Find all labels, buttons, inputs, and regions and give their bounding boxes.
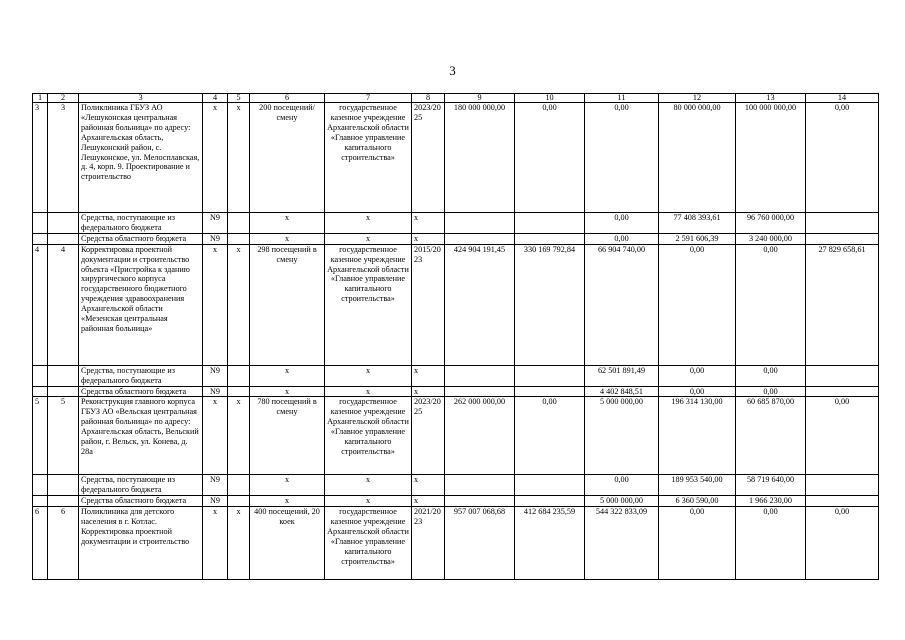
cell-col-5: х [228, 507, 250, 580]
cell-col-3: Реконструкция главного корпуса ГБУЗ АО «Вельская центральная районная больница» по адресу: Архангельская область, Вельский район, г. Вельск, ул. Конева, д. 28а [79, 397, 203, 475]
cell-col-13: 100 000 000,00 [736, 103, 806, 213]
cell-col-14 [806, 233, 879, 244]
column-header: 11 [585, 94, 659, 103]
cell-col-7: государственное казенное учреждение Архангельской области «Главное управление капитального строительства» [325, 507, 412, 580]
cell-col-3: Поликлиника ГБУЗ АО «Лешуконская центральная районная больница» по адресу: Архангельская область, Лешуконский район, с. Лешуконское, ул. Мелосплавская, д. 4, корп. 9. Проектирование и строительство [79, 103, 203, 213]
cell-col-14 [806, 213, 879, 234]
cell-col-10 [515, 386, 585, 397]
cell-col-5 [228, 475, 250, 496]
cell-col-4: х [203, 103, 228, 213]
table-subrow [33, 475, 879, 496]
cell-col-10: 412 684 235,59 [515, 507, 585, 580]
cell-col-9 [445, 233, 515, 244]
cell-col-8: 2023/2025 [412, 103, 445, 213]
cell-col-5 [228, 496, 250, 507]
cell-col-8: х [412, 233, 445, 244]
cell-col-1 [33, 386, 48, 397]
cell-col-1: 4 [33, 244, 48, 365]
column-header: 9 [445, 94, 515, 103]
cell-col-12: 196 314 130,00 [659, 397, 736, 475]
cell-col-3: Средства областного бюджета [79, 233, 203, 244]
table-row [33, 103, 879, 213]
cell-col-1: 5 [33, 397, 48, 475]
budget-table [32, 93, 879, 580]
cell-col-4: N9 [203, 213, 228, 234]
cell-col-6: х [250, 365, 325, 386]
cell-col-3: Средства, поступающие из федерального бюджета [79, 213, 203, 234]
cell-col-3: Средства, поступающие из федерального бюджета [79, 365, 203, 386]
cell-col-3: Средства областного бюджета [79, 386, 203, 397]
column-header: 5 [228, 94, 250, 103]
cell-col-2: 5 [48, 397, 79, 475]
cell-col-7: х [325, 365, 412, 386]
cell-col-8: х [412, 475, 445, 496]
cell-col-8: х [412, 496, 445, 507]
cell-col-7: х [325, 213, 412, 234]
cell-col-3: Средства, поступающие из федерального бюджета [79, 475, 203, 496]
cell-col-8: 2015/2023 [412, 244, 445, 365]
cell-col-3: Корректировка проектной документации и строительство объекта «Пристройка к зданию хирургического корпуса государственного бюджетного учреждения здравоохранения Архангельской области «Мезенская центральная районная больница» [79, 244, 203, 365]
cell-col-6: х [250, 496, 325, 507]
cell-col-14 [806, 386, 879, 397]
cell-col-14 [806, 475, 879, 496]
cell-col-12: 80 000 000,00 [659, 103, 736, 213]
cell-col-5: х [228, 244, 250, 365]
cell-col-10: 0,00 [515, 103, 585, 213]
cell-col-6: х [250, 233, 325, 244]
cell-col-13: 1 966 230,00 [736, 496, 806, 507]
cell-col-9: 957 007 068,68 [445, 507, 515, 580]
cell-col-11: 0,00 [585, 233, 659, 244]
cell-col-7: государственное казенное учреждение Архангельской области «Главное управление капитального строительства» [325, 103, 412, 213]
cell-col-9 [445, 365, 515, 386]
cell-col-2 [48, 213, 79, 234]
cell-col-4: х [203, 397, 228, 475]
cell-col-10 [515, 475, 585, 496]
cell-col-10: 0,00 [515, 397, 585, 475]
cell-col-8: 2021/2023 [412, 507, 445, 580]
table-header-row [33, 94, 879, 103]
cell-col-9: 262 000 000,00 [445, 397, 515, 475]
cell-col-1 [33, 475, 48, 496]
cell-col-6: х [250, 475, 325, 496]
cell-col-11: 5 000 000,00 [585, 496, 659, 507]
cell-col-13: 0,00 [736, 507, 806, 580]
cell-col-11: 66 904 740,00 [585, 244, 659, 365]
table-row [33, 244, 879, 365]
cell-col-2 [48, 496, 79, 507]
cell-col-5 [228, 386, 250, 397]
column-header: 12 [659, 94, 736, 103]
cell-col-11: 0,00 [585, 213, 659, 234]
cell-col-6: х [250, 386, 325, 397]
cell-col-12: 0,00 [659, 507, 736, 580]
cell-col-6: 400 посещений, 20 коек [250, 507, 325, 580]
cell-col-14 [806, 365, 879, 386]
cell-col-1 [33, 496, 48, 507]
cell-col-11: 5 000 000,00 [585, 397, 659, 475]
cell-col-12: 77 408 393,61 [659, 213, 736, 234]
cell-col-4: N9 [203, 365, 228, 386]
cell-col-9: 424 904 191,45 [445, 244, 515, 365]
cell-col-1: 3 [33, 103, 48, 213]
cell-col-7: х [325, 233, 412, 244]
cell-col-10 [515, 213, 585, 234]
cell-col-4: N9 [203, 233, 228, 244]
column-header: 4 [203, 94, 228, 103]
cell-col-9 [445, 496, 515, 507]
cell-col-10 [515, 496, 585, 507]
cell-col-12: 6 360 590,00 [659, 496, 736, 507]
cell-col-12: 2 591 606,39 [659, 233, 736, 244]
cell-col-4: N9 [203, 475, 228, 496]
column-header: 14 [806, 94, 879, 103]
cell-col-6: 200 посещений/ смену [250, 103, 325, 213]
column-header: 7 [325, 94, 412, 103]
cell-col-7: х [325, 496, 412, 507]
cell-col-4: N9 [203, 386, 228, 397]
table-subrow [33, 213, 879, 234]
cell-col-11: 0,00 [585, 103, 659, 213]
cell-col-13: 3 240 000,00 [736, 233, 806, 244]
cell-col-11: 544 322 833,09 [585, 507, 659, 580]
cell-col-13: 0,00 [736, 244, 806, 365]
column-header: 1 [33, 94, 48, 103]
cell-col-5: х [228, 397, 250, 475]
column-header: 6 [250, 94, 325, 103]
cell-col-7: государственное казенное учреждение Архангельской области «Главное управление капитального строительства» [325, 397, 412, 475]
cell-col-13: 0,00 [736, 365, 806, 386]
table-subrow [33, 233, 879, 244]
column-header: 8 [412, 94, 445, 103]
cell-col-8: х [412, 213, 445, 234]
cell-col-4: х [203, 507, 228, 580]
cell-col-2: 3 [48, 103, 79, 213]
cell-col-8: 2023/2025 [412, 397, 445, 475]
cell-col-9 [445, 386, 515, 397]
cell-col-3: Поликлиника для детского населения в г. Котлас. Корректировка проектной документации и строительство [79, 507, 203, 580]
cell-col-3: Средства областного бюджета [79, 496, 203, 507]
cell-col-14: 27 829 658,61 [806, 244, 879, 365]
cell-col-9: 180 000 000,00 [445, 103, 515, 213]
cell-col-12: 189 953 540,00 [659, 475, 736, 496]
cell-col-9 [445, 475, 515, 496]
table-subrow [33, 496, 879, 507]
cell-col-13: 0,00 [736, 386, 806, 397]
column-header: 10 [515, 94, 585, 103]
cell-col-2 [48, 386, 79, 397]
cell-col-11: 0,00 [585, 475, 659, 496]
cell-col-9 [445, 213, 515, 234]
cell-col-13: 58 719 640,00 [736, 475, 806, 496]
table-row [33, 397, 879, 475]
cell-col-12: 0,00 [659, 365, 736, 386]
cell-col-1: 6 [33, 507, 48, 580]
cell-col-5: х [228, 103, 250, 213]
cell-col-7: х [325, 386, 412, 397]
cell-col-12: 0,00 [659, 386, 736, 397]
cell-col-4: N9 [203, 496, 228, 507]
cell-col-5 [228, 365, 250, 386]
cell-col-2: 4 [48, 244, 79, 365]
cell-col-2 [48, 233, 79, 244]
cell-col-5 [228, 233, 250, 244]
cell-col-14: 0,00 [806, 103, 879, 213]
page-number: 3 [449, 63, 456, 78]
table-row [33, 507, 879, 580]
table-subrow [33, 365, 879, 386]
cell-col-14: 0,00 [806, 507, 879, 580]
cell-col-2 [48, 365, 79, 386]
cell-col-8: х [412, 386, 445, 397]
cell-col-11: 62 501 891,49 [585, 365, 659, 386]
column-header: 13 [736, 94, 806, 103]
cell-col-2 [48, 475, 79, 496]
cell-col-13: 60 685 870,00 [736, 397, 806, 475]
cell-col-14 [806, 496, 879, 507]
cell-col-1 [33, 365, 48, 386]
cell-col-13: 96 760 000,00 [736, 213, 806, 234]
cell-col-1 [33, 233, 48, 244]
cell-col-8: х [412, 365, 445, 386]
cell-col-5 [228, 213, 250, 234]
cell-col-6: х [250, 213, 325, 234]
cell-col-11: 4 402 848,51 [585, 386, 659, 397]
cell-col-1 [33, 213, 48, 234]
cell-col-10 [515, 365, 585, 386]
table-subrow [33, 386, 879, 397]
cell-col-2: 6 [48, 507, 79, 580]
cell-col-6: 298 посещений в смену [250, 244, 325, 365]
column-header: 2 [48, 94, 79, 103]
cell-col-4: х [203, 244, 228, 365]
cell-col-12: 0,00 [659, 244, 736, 365]
cell-col-7: х [325, 475, 412, 496]
cell-col-10 [515, 233, 585, 244]
column-header: 3 [79, 94, 203, 103]
cell-col-14: 0,00 [806, 397, 879, 475]
cell-col-6: 780 посещений в смену [250, 397, 325, 475]
cell-col-10: 330 169 792,84 [515, 244, 585, 365]
cell-col-7: государственное казенное учреждение Архангельской области «Главное управление капитального строительства» [325, 244, 412, 365]
